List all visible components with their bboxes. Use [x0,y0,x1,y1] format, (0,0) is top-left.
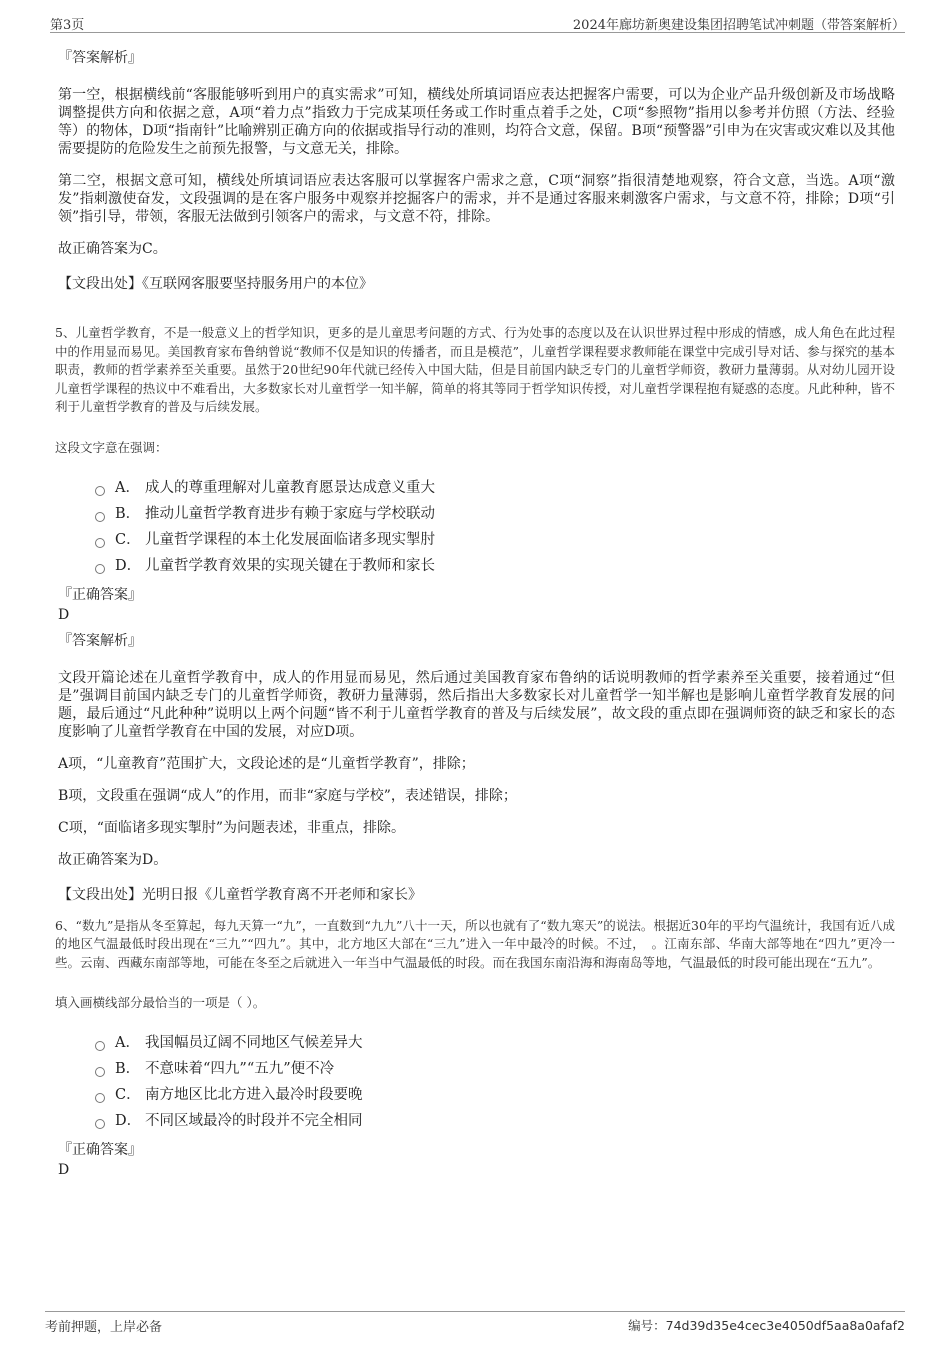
option-text: 儿童哲学课程的本土化发展面临诸多现实掣肘 [145,531,435,548]
document-id: 编号：74d39d35e4cec3e4050df5aa8a0afaf2 [628,1318,905,1333]
radio-button-icon[interactable] [95,1067,105,1077]
option-text: 不意味着“四九”“五九”便不冷 [145,1061,335,1077]
q5-analysis-paragraph: A项，“儿童教育”范围扩大，文段论述的是“儿童哲学教育”，排除； [58,755,475,772]
q6-question-text: 6、“数九”是指从冬至算起，每九天算一“九”，一直数到“九九”八十一天，所以也就有了“数九寒天”的说法。根据近30年的平均气温统计，我国有近八成的地区气温最低时段出现在“三九”“四九”。其中，北方地区大部在“三九”进入一年中最冷的时候。不过， 。江南东部、华南大部等地在“四九”更冷一些。云南、西藏东南部等地，可能在冬至之后就进入一年当中气温最低的时段。而在我国东南沿海和海南岛等地，气温最低的时段可能出现在“五九”。 [55,917,895,970]
q6-option-d[interactable] [95,1108,895,1134]
q6-prompt: 填入画横线部分最恰当的一项是（ ）。 [55,995,266,1010]
page-footer [45,1311,905,1336]
footer-slogan: 考前押题，上岸必备 [45,1320,163,1335]
q6-option-c[interactable] [95,1082,895,1108]
radio-button-icon[interactable] [95,1041,105,1051]
option-letter: A． [115,479,140,496]
page-header [50,12,905,33]
q5-prompt: 这段文字意在强调： [55,439,168,455]
q6-option-b[interactable] [95,1056,895,1082]
q5-source: 【文段出处】光明日报《儿童哲学教育离不开老师和家长》 [58,886,422,903]
q5-answer: D [58,606,70,623]
q5-option-d[interactable] [95,553,895,579]
option-text: 推动儿童哲学教育进步有赖于家庭与学校联动 [145,505,435,522]
radio-button-icon[interactable] [95,538,105,548]
radio-button-icon[interactable] [95,512,105,522]
option-text: 儿童哲学教育效果的实现关键在于教师和家长 [145,557,435,574]
radio-button-icon[interactable] [95,564,105,574]
q6-answer: D [58,1162,70,1178]
option-letter: C． [115,531,141,548]
q4-analysis-paragraph: 故正确答案为C。 [58,241,167,257]
option-text: 成人的尊重理解对儿童教育愿景达成意义重大 [145,479,435,496]
q4-analysis-label: 『答案解析』 [58,50,142,66]
q5-question-text: 5、儿童哲学教育，不是一般意义上的哲学知识，更多的是儿童思考问题的方式、行为处事的态度以及在认识世界过程中形成的情感，成人角色在此过程中的作用显而易见。美国教育家布鲁纳曾说“教师不仅是知识的传播者，而且是模范”，儿童哲学课程要求教师能在课堂中完成引导对话、参与探究的基本职责，教师的哲学素养至关重要。虽然于20世纪90年代就已经传入中国大陆，但是目前国内缺乏专门的儿童哲学师资，教研力量薄弱。从对幼儿园开设儿童哲学课程的热议中不难看出，大多数家长对儿童哲学一知半解，简单的将其等同于哲学知识传授，对儿童哲学课程抱有疑惑的态度。凡此种种，皆不利于儿童哲学教育的普及与后续发展。 [55,325,895,414]
radio-button-icon[interactable] [95,1093,105,1103]
document-body [55,42,895,1180]
q5-analysis-paragraph: 文段开篇论述在儿童哲学教育中，成人的作用显而易见，然后通过美国教育家布鲁纳的话说明教师的哲学素养至关重要，接着通过“但是”强调目前国内缺乏专门的儿童哲学师资，教研力量薄弱，然后指出大多数家长对儿童哲学一知半解也是影响儿童哲学教育发展的问题，最后通过“凡此种种”说明以上两个问题“皆不利于儿童哲学教育的普及与后续发展”，故文段的重点即在强调师资的缺乏和家长的态度影响了儿童哲学教育在中国的发展，对应D项。 [58,669,895,740]
q5-analysis-label: 『答案解析』 [58,632,142,649]
q5-answer-label: 『正确答案』 [58,586,142,603]
q4-source: 【文段出处】《互联网客服要坚持服务用户的本位》 [58,276,373,292]
q6-answer-label: 『正确答案』 [58,1142,142,1158]
q5-analysis-paragraph: C项，“面临诸多现实掣肘”为问题表述，非重点，排除。 [58,819,406,836]
option-text: 南方地区比北方进入最冷时段要晚 [145,1087,363,1103]
option-text: 不同区域最冷的时段并不完全相同 [145,1113,363,1129]
document-title: 2024年廊坊新奥建设集团招聘笔试冲刺题（带答案解析） [572,18,905,33]
q6-option-a[interactable] [95,1030,895,1056]
q6-options [95,1030,895,1134]
option-letter: D． [115,557,142,574]
option-letter: B． [115,1061,141,1077]
q5-option-b[interactable] [95,501,895,527]
radio-button-icon[interactable] [95,486,105,496]
q5-option-c[interactable] [95,527,895,553]
q4-analysis-paragraph: 第二空，根据文意可知，横线处所填词语应表达客服可以掌握客户需求之意，C项“洞察”指很清楚地观察，符合文意，当选。A项“激发”指刺激使奋发，文段强调的是在客户服务中观察并挖掘客户的需求，并不是通过客服来刺激客户需求，与文意不符，排除；D项“引领”指引导，带领，客服无法做到引领客户的需求，与文意不符，排除。 [58,173,895,225]
q5-analysis-paragraph: B项，文段重在强调“成人”的作用，而非“家庭与学校”，表述错误，排除； [58,787,517,804]
option-text: 我国幅员辽阔不同地区气候差异大 [145,1035,363,1051]
q4-analysis-paragraph: 第一空，根据横线前“客服能够听到用户的真实需求”可知，横线处所填词语应表达把握客户需要，可以为企业产品升级创新及市场战略调整提供方向和依据之意，A项“着力点”指致力于完成某项任务或工作时重点着手之处，C项“参照物”指用以参考并仿照（方法、经验等）的物体，D项“指南针”比喻辨别正确方向的依据或指导行动的准则，均符合文意，保留。B项“预警器”引申为在灾害或灾难以及其他需要提防的危险发生之前预先报警，与文意无关，排除。 [58,87,895,157]
option-letter: C． [115,1087,141,1103]
option-letter: A． [115,1035,140,1051]
q5-analysis-paragraph: 故正确答案为D。 [58,851,168,868]
radio-button-icon[interactable] [95,1119,105,1129]
option-letter: D． [115,1113,142,1129]
q5-option-a[interactable] [95,475,895,501]
option-letter: B． [115,505,141,522]
q5-options [95,475,895,579]
page-number: 第3页 [50,18,85,33]
